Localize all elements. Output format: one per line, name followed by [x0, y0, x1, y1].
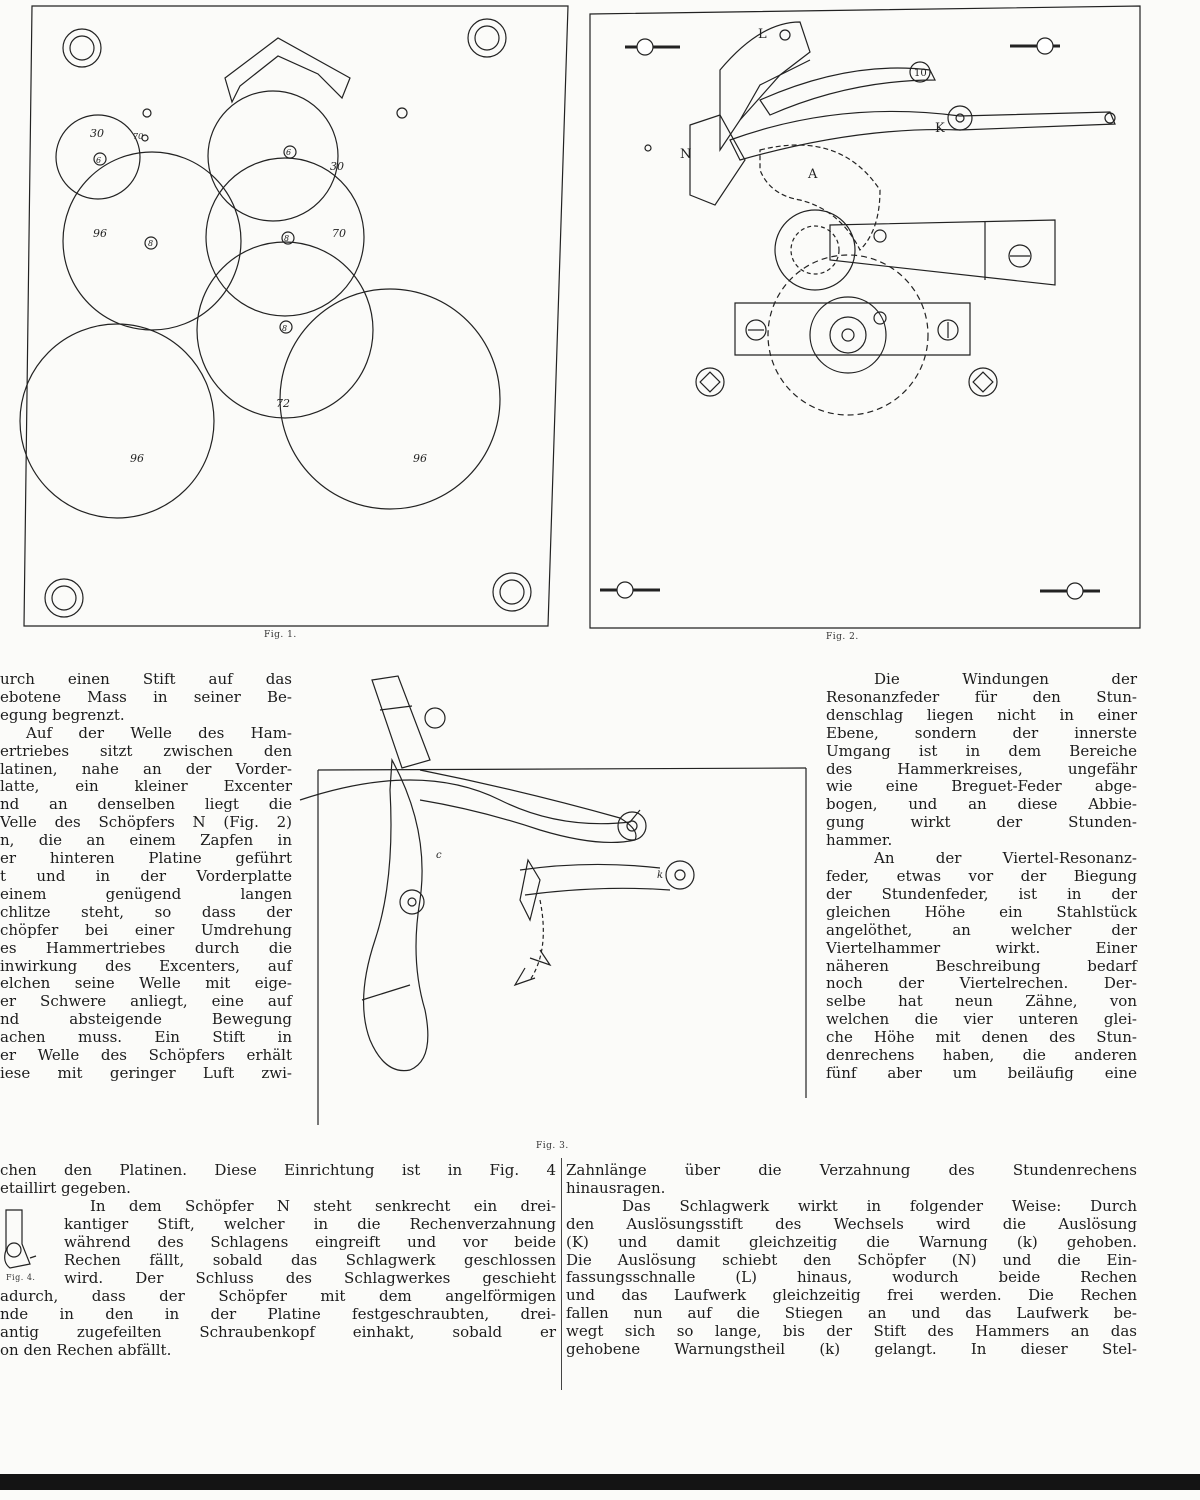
- text-line: An der Viertel-Resonanz-: [874, 849, 1137, 868]
- text-line: während des Schlagens eingreift und vor beide: [64, 1232, 556, 1251]
- text-line: denschlag liegen nicht in einer: [826, 705, 1137, 724]
- text-line: selbe hat neun Zähne, von: [826, 992, 1137, 1011]
- text-line: Zahnlänge über die Verzahnung des Stundenrechens: [566, 1161, 1137, 1179]
- text-line: etaillirt gegeben.: [0, 1178, 131, 1197]
- part-label: 10: [914, 68, 927, 79]
- text-line: Resonanzfeder für den Stun-: [826, 687, 1137, 706]
- text-line: latinen, nahe an der Vorder-: [0, 759, 292, 778]
- figure-2-caption: Fig. 2.: [826, 632, 859, 642]
- text-line: gung wirkt der Stunden-: [826, 813, 1137, 832]
- text-line: In dem Schöpfer N steht senkrecht ein drei-: [90, 1197, 556, 1215]
- part-label: K: [935, 121, 945, 136]
- left-column-end-text: [0, 1288, 556, 1360]
- text-line: fassungsschnalle (L) hinaus, wodurch beide Rechen: [566, 1268, 1137, 1287]
- wheel-label: 6: [96, 156, 102, 165]
- text-line: chlitze steht, so dass der: [0, 902, 292, 921]
- text-line: Viertelhammer wirkt. Einer: [826, 938, 1137, 957]
- text-line: t und in der Vorderplatte: [0, 866, 292, 885]
- text-line: gleichen Höhe ein Stahlstück: [826, 902, 1137, 921]
- wheel-label: 96: [413, 452, 427, 465]
- text-line: che Höhe mit denen des Stun-: [826, 1028, 1137, 1047]
- scan-edge-bar: [0, 1474, 1200, 1490]
- text-line: Umgang ist in dem Bereiche: [826, 741, 1137, 760]
- wheel-label: 8: [284, 234, 290, 243]
- part-label: c: [436, 850, 442, 861]
- text-line: hammer.: [826, 831, 893, 850]
- text-line: (K) und damit gleichzeitig die Warnung (k) gehoben.: [566, 1232, 1137, 1251]
- text-line: des Hammerkreises, ungefähr: [826, 759, 1137, 778]
- text-line: elchen seine Welle mit eige-: [0, 974, 292, 993]
- text-line: der Stundenfeder, ist in der: [826, 884, 1137, 903]
- text-line: den Auslösungsstift des Wechsels wird die Auslösung: [566, 1214, 1137, 1233]
- text-line: hinausragen.: [566, 1178, 666, 1197]
- text-line: latte, ein kleiner Excenter: [0, 777, 292, 796]
- text-line: nd absteigende Bewegung: [0, 1010, 292, 1029]
- text-line: achen muss. Ein Stift in: [0, 1028, 292, 1047]
- text-line: wird. Der Schluss des Schlagwerkes geschieht: [64, 1268, 556, 1287]
- left-column-fig4-text: [64, 1198, 556, 1288]
- text-line: einem genügend langen: [0, 884, 292, 903]
- wheel-label: 70: [332, 227, 346, 240]
- text-line: er hinteren Platine geführt: [0, 849, 292, 868]
- text-line: näheren Beschreibung bedarf: [826, 956, 1137, 975]
- left-column-full-text: [0, 1162, 556, 1198]
- wheel-label: 70: [133, 132, 144, 141]
- text-line: adurch, dass der Schöpfer mit dem angelförmigen: [0, 1287, 556, 1305]
- text-line: nde in den in der Platine festgeschraubten, drei-: [0, 1304, 556, 1323]
- text-line: feder, etwas vor der Biegung: [826, 866, 1137, 885]
- text-line: ebotene Mass in seiner Be-: [0, 687, 292, 706]
- text-line: Rechen fällt, sobald das Schlagwerk geschlossen: [64, 1250, 556, 1269]
- text-line: denrechens haben, die anderen: [826, 1046, 1137, 1065]
- wheel-label: 30: [330, 160, 344, 173]
- right-column-wrapped-text: [826, 671, 1137, 1083]
- text-line: chen den Platinen. Diese Einrichtung ist in Fig. 4: [0, 1161, 556, 1179]
- text-line: Velle des Schöpfers N (Fig. 2): [0, 813, 292, 832]
- text-line: n, die an einem Zapfen in: [0, 831, 292, 850]
- text-line: ertriebes sitzt zwischen den: [0, 741, 292, 760]
- column-divider: [561, 1158, 562, 1390]
- figure-3-caption: Fig. 3.: [536, 1141, 569, 1151]
- left-column-wrapped-text: [0, 671, 292, 1083]
- text-line: fünf aber um beiläufig eine: [826, 1063, 1137, 1082]
- text-line: er Schwere anliegt, eine auf: [0, 992, 292, 1011]
- text-line: wegt sich so lange, bis der Stift des Hammers an das: [566, 1322, 1137, 1341]
- text-line: iese mit geringer Luft zwi-: [0, 1063, 292, 1082]
- part-label: A: [808, 167, 818, 182]
- text-line: chöpfer bei einer Umdrehung: [0, 920, 292, 939]
- text-line: nd an denselben liegt die: [0, 795, 292, 814]
- wheel-label: 72: [276, 397, 290, 410]
- text-line: urch einen Stift auf das: [0, 670, 292, 688]
- text-line: fallen nun auf die Stiegen an und das Laufwerk be-: [566, 1304, 1137, 1323]
- wheel-label: 6: [286, 148, 292, 157]
- text-line: und das Laufwerk gleichzeitig frei werden. Die Rechen: [566, 1286, 1137, 1305]
- text-line: angelöthet, an welcher der: [826, 920, 1137, 939]
- figure-4-caption: Fig. 4.: [6, 1273, 36, 1282]
- text-line: welchen die vier unteren glei-: [826, 1010, 1137, 1029]
- text-line: er Welle des Schöpfers erhält: [0, 1046, 292, 1065]
- text-line: Die Auslösung schiebt den Schöpfer (N) und die Ein-: [566, 1250, 1137, 1269]
- wheel-label: 30: [90, 127, 104, 140]
- part-label: L: [758, 27, 767, 42]
- wheel-label: 8: [282, 324, 288, 333]
- wheel-label: 96: [93, 227, 107, 240]
- text-line: gehobene Warnungstheil (k) gelangt. In dieser Stel-: [566, 1340, 1137, 1359]
- right-column-full-text: [566, 1162, 1137, 1359]
- text-line: inwirkung des Excenters, auf: [0, 956, 292, 975]
- text-line: Auf der Welle des Ham-: [26, 723, 292, 742]
- text-line: Das Schlagwerk wirkt in folgender Weise: Durch: [622, 1196, 1137, 1215]
- part-label: N: [680, 147, 692, 162]
- text-line: wie eine Breguet-Feder abge-: [826, 777, 1137, 796]
- text-line: egung begrenzt.: [0, 705, 125, 724]
- wheel-label: 8: [148, 239, 154, 248]
- part-label: k: [657, 870, 664, 881]
- text-line: on den Rechen abfällt.: [0, 1340, 172, 1359]
- text-line: Ebene, sondern der innerste: [826, 723, 1137, 742]
- text-line: Die Windungen der: [874, 670, 1137, 688]
- text-line: es Hammertriebes durch die: [0, 938, 292, 957]
- text-line: bogen, und an diese Abbie-: [826, 795, 1137, 814]
- figure-1-caption: Fig. 1.: [264, 630, 297, 640]
- text-line: kantiger Stift, welcher in die Rechenverzahnung: [64, 1214, 556, 1233]
- text-line: antig zugefeilten Schraubenkopf einhakt, sobald er: [0, 1322, 556, 1341]
- text-line: noch der Viertelrechen. Der-: [826, 974, 1137, 993]
- wheel-label: 96: [130, 452, 144, 465]
